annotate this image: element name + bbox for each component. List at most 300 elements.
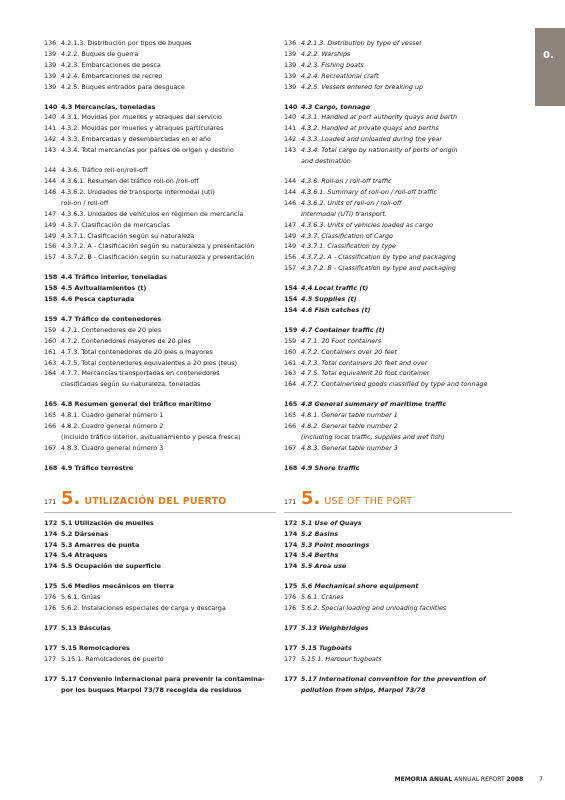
toc-page-number: 142 xyxy=(284,135,297,144)
toc-page-number: 149 xyxy=(284,242,297,251)
toc-page-number: 146 xyxy=(284,198,297,207)
toc-entry xyxy=(284,643,512,654)
toc-entry xyxy=(284,336,512,347)
toc-page-number: 156 xyxy=(44,242,57,251)
toc-entry xyxy=(284,252,512,263)
toc-page-number: 136 xyxy=(284,39,297,47)
toc-page-number: 149 xyxy=(284,231,297,240)
toc-entry xyxy=(284,347,512,358)
toc-page-number: 144 xyxy=(284,176,297,185)
toc-page-number: 164 xyxy=(284,380,297,389)
toc-entry-title: roll-on / roll-off xyxy=(61,198,109,207)
toc-entry xyxy=(284,540,512,551)
toc-entry-title: 4.2.4. Recreational craft xyxy=(301,71,379,80)
toc-entry-title: 4.5 Supplies (t) xyxy=(301,295,357,304)
toc-entry-title: por los buques Marpol 73/78 recogida de residuos xyxy=(61,685,242,694)
section-title: UTILIZACIÓN DEL PUERTO xyxy=(84,495,227,507)
toc-entry-title: 5.2 Basins xyxy=(301,529,339,538)
toc-page-number: 160 xyxy=(284,347,297,356)
toc-page-number: 174 xyxy=(284,529,298,538)
toc-page-number: 176 xyxy=(44,604,57,613)
toc-page-number: 140 xyxy=(284,102,298,111)
toc-entry-title: 4.8.1. General table number 1 xyxy=(301,411,398,420)
toc-entry-title: 4.2.1.3. Distribución por tipos de buques xyxy=(61,39,192,47)
toc-entry xyxy=(284,187,512,198)
group-spacer xyxy=(284,665,512,674)
toc-page-number: 174 xyxy=(44,540,58,549)
toc-entry xyxy=(284,325,512,336)
toc-entry-title: 5.15.1. Remolcadores de puerto xyxy=(61,654,164,663)
toc-page-number: 164 xyxy=(44,369,57,378)
toc-entry-title: 5.5 Area use xyxy=(301,562,347,571)
group-spacer xyxy=(284,93,512,102)
toc-page-number: 177 xyxy=(44,643,58,652)
toc-entry-title: Intermodal (UTI) transport. xyxy=(301,209,387,218)
toc-entry-title: 4.3.4. Total mercancías por países de origen y destino xyxy=(61,146,234,155)
toc-entry-title: 4.8.3. Cuadro general número 3 xyxy=(61,443,164,452)
toc-entry-title: 4.2.5. Vessels entered for breaking up xyxy=(301,82,424,91)
toc-entry-title: 4.7.2. Containers over 20 feet xyxy=(301,347,397,356)
toc-entry xyxy=(44,561,276,572)
toc-entry-title: pollution from ships, Marpol 73/78 xyxy=(301,685,426,694)
toc-entry-title: 5.4 Atraques xyxy=(61,551,108,560)
group-spacer xyxy=(44,305,276,314)
toc-entry-title: 4.7.1. 20 Foot containers xyxy=(301,336,382,345)
toc-entry-title: 4.7.1. Contenedores de 20 pies xyxy=(61,325,162,334)
toc-entry-title: 4.8.1. Cuadro general número 1 xyxy=(61,411,164,420)
section-heading xyxy=(44,488,276,509)
toc-entry-title: 4.3.7.2. B - Clasificación según su naturaleza y presentación xyxy=(61,253,255,262)
toc-page-number: 139 xyxy=(44,49,57,58)
toc-entry-title: 5.3 Point moorings xyxy=(301,540,370,549)
toc-entry xyxy=(44,432,276,443)
group-spacer xyxy=(284,572,512,581)
toc-entry xyxy=(44,379,276,390)
toc-page-number: 177 xyxy=(44,674,58,683)
toc-entry xyxy=(44,358,276,369)
toc-entry xyxy=(44,165,276,176)
toc-entry xyxy=(284,518,512,529)
toc-entry xyxy=(284,305,512,316)
toc-page-number: 176 xyxy=(284,604,297,613)
toc-entry xyxy=(284,176,512,187)
toc-page-number: 174 xyxy=(284,562,298,571)
toc-entry xyxy=(44,198,276,209)
toc-entry-title: 4.3.7.1. Clasificación según su naturaleza xyxy=(61,231,195,240)
toc-entry-title: 4.3.3. Loaded and unloaded during the year xyxy=(301,135,443,144)
toc-entry-title: 4.2.5. Buques entrados para desguace xyxy=(61,82,185,91)
toc-entry xyxy=(284,368,512,379)
toc-entry-title: 4.7 Container traffic (t) xyxy=(301,325,385,334)
toc-entry-title: 4.7.5. Total contenedores equivalentes a 20 pies (teus) xyxy=(61,358,238,367)
toc-page-number: 141 xyxy=(284,124,297,133)
toc-page-number: 139 xyxy=(284,71,297,80)
section-page-number: 171 xyxy=(44,497,57,506)
toc-entry xyxy=(284,241,512,252)
toc-entry xyxy=(44,49,276,60)
toc-entry-title: 5.17 International convention for the prevention of xyxy=(301,674,486,683)
toc-entry-title: 5.4 Berths xyxy=(301,551,339,560)
toc-entry-title: 4.3.1. Handled at port authority quays and berth xyxy=(301,113,458,122)
toc-page-number: 158 xyxy=(44,284,58,293)
toc-entry xyxy=(44,410,276,421)
toc-page-number: 163 xyxy=(284,369,297,378)
toc-entry xyxy=(284,134,512,145)
toc-entry xyxy=(284,71,512,82)
toc-page-number: 154 xyxy=(284,284,298,293)
toc-entry-title: (including local traffic, supplies and wet fish) xyxy=(301,433,445,441)
toc-entry xyxy=(44,623,276,634)
toc-entry xyxy=(44,347,276,358)
toc-page-number: 172 xyxy=(44,518,58,527)
toc-entry xyxy=(284,198,512,209)
toc-entry-title: 4.3.7. Classification of Cargo xyxy=(301,231,393,240)
toc-entry-title: 4.3.3. Embarcadas y desembarcadas en el año xyxy=(61,135,211,144)
toc-entry-title: 4.6 Pesca capturada xyxy=(61,295,135,304)
toc-entry-title: 4.2.4. Embarcaciones de recreo xyxy=(61,71,163,80)
toc-entry-title: 5.1 Use of Quays xyxy=(301,518,362,527)
toc-entry xyxy=(44,674,276,685)
toc-entry xyxy=(44,145,276,156)
toc-entry-title: 4.3.7.1. Classification by type xyxy=(301,242,396,251)
section-spacer xyxy=(44,474,276,486)
toc-page-number: 147 xyxy=(284,220,297,229)
toc-page-number: 165 xyxy=(44,411,57,420)
toc-entry xyxy=(284,358,512,369)
toc-entry xyxy=(284,38,512,49)
toc-entry-title: 5.2 Dársenas xyxy=(61,529,109,538)
toc-entry-title: 5.15.1. Harbour tugboats xyxy=(301,654,382,663)
toc-entry xyxy=(284,156,512,167)
toc-page-number: 177 xyxy=(284,654,297,663)
toc-entry xyxy=(284,231,512,242)
toc-entry xyxy=(284,592,512,603)
group-spacer xyxy=(44,634,276,643)
toc-entry-title: 4.2.3. Fishing boats xyxy=(301,60,364,69)
toc-entry-title: 4.7.7. Containerised goods classified by type and tonnage xyxy=(301,380,488,389)
group-spacer xyxy=(284,634,512,643)
toc-page-number: 161 xyxy=(284,358,297,367)
toc-entry xyxy=(284,432,512,443)
footer-page-number: 7 xyxy=(539,776,543,783)
toc-entry-title: (incluido tráfico interior, avituallamiento y pesca fresca) xyxy=(61,433,241,441)
toc-entry-title: 5.6 Medios mecánicos en tierra xyxy=(61,582,174,591)
toc-page-number: 166 xyxy=(44,422,57,431)
toc-entry xyxy=(284,102,512,113)
toc-page-number: 159 xyxy=(284,336,297,345)
toc-page-number: 167 xyxy=(284,443,297,452)
chapter-tab xyxy=(535,28,565,106)
toc-entry xyxy=(44,123,276,134)
toc-page-number: 163 xyxy=(44,358,57,367)
section-spacer xyxy=(284,474,512,486)
toc-entry-title: 4.3.2. Handled at private quays and berths xyxy=(301,124,439,133)
toc-entry xyxy=(44,82,276,93)
group-spacer xyxy=(44,614,276,623)
toc-entry-title: 4.8 Resumen general del tráfico marítimo xyxy=(61,400,212,409)
toc-page-number: 174 xyxy=(284,540,298,549)
toc-entry xyxy=(44,325,276,336)
toc-entry-title: 4.3.6.2. Units of roll-on / roll-off xyxy=(301,198,402,207)
toc-entry xyxy=(44,592,276,603)
group-spacer xyxy=(284,316,512,325)
toc-entry-title: 5.1 Utilización de muelles xyxy=(61,518,154,527)
toc-entry-title: 5.6.1. Grúas xyxy=(61,593,101,602)
toc-entry xyxy=(284,283,512,294)
toc-entry xyxy=(284,421,512,432)
toc-entry-title: 4.3.2. Movidas por muelles y atraques particulares xyxy=(61,124,224,133)
toc-entry xyxy=(284,685,512,696)
toc-entry xyxy=(284,399,512,410)
toc-page-number: 165 xyxy=(284,400,298,409)
toc-page-number: 143 xyxy=(44,146,57,155)
section-divider xyxy=(44,512,276,513)
toc-entry xyxy=(44,529,276,540)
toc-entry xyxy=(44,336,276,347)
toc-page-number: 174 xyxy=(44,529,58,538)
toc-entry xyxy=(284,463,512,474)
toc-entry xyxy=(44,463,276,474)
toc-page-number: 149 xyxy=(44,220,57,229)
toc-page-number: 142 xyxy=(44,135,57,144)
toc-page-number: 140 xyxy=(44,113,57,122)
toc-entry xyxy=(44,540,276,551)
toc-page-number: 139 xyxy=(44,82,57,91)
toc-page-number: 156 xyxy=(284,253,297,262)
toc-entry xyxy=(44,368,276,379)
toc-entry xyxy=(284,209,512,220)
toc-entry-title: 4.3.7. Clasificación de mercancías xyxy=(61,220,170,229)
toc-page-number: 139 xyxy=(284,60,297,69)
group-spacer xyxy=(284,167,512,176)
toc-page-number: 174 xyxy=(44,562,58,571)
toc-page-number: 161 xyxy=(44,347,57,356)
toc-page-number: 149 xyxy=(44,231,57,240)
toc-entry xyxy=(44,112,276,123)
toc-entry xyxy=(44,272,276,283)
toc-page-number: 158 xyxy=(44,295,58,304)
toc-entry xyxy=(284,123,512,134)
toc-entry xyxy=(44,443,276,454)
toc-entry-title: 4.2.3. Embarcaciones de pesca xyxy=(61,60,161,69)
toc-page-number: 159 xyxy=(44,325,57,334)
toc-entry xyxy=(44,231,276,242)
toc-entry xyxy=(284,550,512,561)
toc-entry xyxy=(284,654,512,665)
toc-page-number: 160 xyxy=(44,336,57,345)
toc-page-number: 139 xyxy=(284,82,297,91)
toc-entry-title: 4.7.7. Mercancías transportadas en contenedores xyxy=(61,369,220,378)
group-spacer xyxy=(44,156,276,165)
toc-entry-title: and destination xyxy=(301,157,351,166)
toc-entry xyxy=(284,529,512,540)
toc-entry-title: 4.4 Tráfico interior, toneladas xyxy=(61,273,168,282)
toc-entry xyxy=(284,379,512,390)
group-spacer xyxy=(284,274,512,283)
toc-page-number: 159 xyxy=(284,325,298,334)
toc-page-number: 139 xyxy=(284,49,297,58)
toc-entry-title: 4.4 Local traffic (t) xyxy=(301,284,369,293)
footer-label: ANNUAL REPORT xyxy=(454,776,505,783)
toc-entry-title: 4.3.6.3. Units of vehicles loaded as cargo xyxy=(301,220,434,229)
section-title: USE OF THE PORT xyxy=(324,495,413,507)
toc-page-number: 147 xyxy=(44,209,57,218)
toc-page-number: 177 xyxy=(44,623,58,632)
toc-entry xyxy=(44,581,276,592)
toc-entry-title: 5.13 Básculas xyxy=(61,623,111,632)
toc-entry-title: 4.7.2. Contenedores mayores de 20 pies xyxy=(61,336,191,345)
toc-entry xyxy=(284,443,512,454)
toc-entry xyxy=(44,685,276,696)
toc-entry xyxy=(44,643,276,654)
toc-entry-title: 4.3.7.2. A - Classification by type and packaging xyxy=(301,253,456,262)
toc-page-number: 158 xyxy=(44,273,58,282)
toc-entry-title: clasificadas según su naturaleza, toneladas xyxy=(61,380,201,389)
toc-page-number: 167 xyxy=(44,443,57,452)
toc-entry-title: 4.7.5. Total equivalent 20 foot container xyxy=(301,369,430,378)
toc-entry-title: 4.7.3. Total contenedores de 20 pies o mayores xyxy=(61,347,213,356)
toc-entry xyxy=(284,581,512,592)
toc-entry xyxy=(284,410,512,421)
toc-entry xyxy=(284,674,512,685)
toc-entry-title: 4.8.3. General table number 3 xyxy=(301,443,398,452)
toc-entry xyxy=(44,654,276,665)
toc-column-spanish xyxy=(44,38,276,696)
toc-entry xyxy=(44,102,276,113)
toc-page-number: 177 xyxy=(284,643,298,652)
toc-entry xyxy=(284,49,512,60)
toc-page-number: 154 xyxy=(284,295,298,304)
toc-entry xyxy=(44,176,276,187)
toc-entry xyxy=(284,82,512,93)
toc-page-number: 172 xyxy=(284,518,298,527)
toc-entry-title: 4.7 Tráfico de contenedores xyxy=(61,314,162,323)
footer-label-bold: MEMORIA ANUAL xyxy=(394,776,453,783)
toc-page-number: 177 xyxy=(44,654,57,663)
toc-entry-title: 4.3.6.3. Unidades de vehículos en régimen de mercancía xyxy=(61,209,244,218)
toc-entry xyxy=(284,263,512,274)
toc-entry xyxy=(44,220,276,231)
toc-page-number: 154 xyxy=(284,305,298,314)
toc-page-number: 143 xyxy=(284,146,297,155)
toc-entry-title: 4.3.7.2. A - Clasificación según su naturaleza y presentación xyxy=(61,242,255,251)
toc-entry xyxy=(44,550,276,561)
toc-entry-title: 4.7.3. Total containers 20 feet and over xyxy=(301,358,428,367)
toc-column-english xyxy=(284,38,512,696)
toc-page-number: 168 xyxy=(44,463,58,472)
toc-entry-title: 4.2.1.3. Distribution by type of vessel xyxy=(301,39,422,47)
toc-entry-title: 5.13 Weighbridges xyxy=(301,623,369,632)
toc-entry xyxy=(44,421,276,432)
toc-page-number: 139 xyxy=(44,71,57,80)
toc-entry-title: 5.6 Mechanical shore equipment xyxy=(301,582,419,591)
toc-entry xyxy=(44,314,276,325)
toc-page-number: 140 xyxy=(284,113,297,122)
toc-entry-title: 4.3.6.1. Resumen del tráfico roll-on /roll-off xyxy=(61,176,199,185)
toc-entry xyxy=(284,623,512,634)
toc-page-number: 175 xyxy=(284,582,298,591)
toc-entry xyxy=(284,220,512,231)
toc-page-number: 166 xyxy=(284,422,297,431)
toc-entry-title: 4.3.6. Roll-on / roll-off traffic xyxy=(301,176,392,185)
toc-entry-title: 4.6 Fish catches (t) xyxy=(301,305,371,314)
toc-page-number: 174 xyxy=(284,551,298,560)
toc-entry-title: 4.3.1. Movidas por muelles y atraques del servicio xyxy=(61,113,222,122)
section-heading xyxy=(284,488,512,509)
toc-page-number: 157 xyxy=(44,253,57,262)
toc-entry-title: 4.3 Mercancías, toneladas xyxy=(61,102,156,111)
toc-entry xyxy=(284,603,512,614)
toc-entry xyxy=(44,294,276,305)
toc-page-number: 165 xyxy=(44,400,58,409)
group-spacer xyxy=(284,390,512,399)
toc-entry xyxy=(284,294,512,305)
section-page-number: 171 xyxy=(284,497,297,506)
toc-entry xyxy=(284,145,512,156)
toc-page-number: 168 xyxy=(284,463,298,472)
section-number: 5. xyxy=(61,487,81,509)
toc-entry-title: 4.5 Avituallamientos (t) xyxy=(61,284,147,293)
toc-entry-title: 4.2.2. Buques de guerra xyxy=(61,49,139,58)
toc-entry-title: 4.3 Cargo, tonnage xyxy=(301,102,371,111)
chapter-tab-label: 0. xyxy=(543,50,554,61)
toc-entry xyxy=(44,38,276,49)
toc-entry-title: 4.3.6. Tráfico roll-on/roll-off xyxy=(61,166,148,175)
toc-entry xyxy=(44,518,276,529)
toc-entry-title: 5.5 Ocupación de superficie xyxy=(61,562,161,571)
toc-page-number: 140 xyxy=(44,102,58,111)
toc-entry-title: 5.17 Convenio internacional para prevenir la contamina- xyxy=(61,674,265,683)
toc-entry-title: 5.15 Remolcadores xyxy=(61,643,130,652)
toc-entry xyxy=(44,71,276,82)
toc-entry-title: 5.6.2. Instalaciones especiales de carga y descarga xyxy=(61,604,226,613)
group-spacer xyxy=(284,454,512,463)
toc-page-number: 159 xyxy=(44,314,58,323)
toc-page-number: 165 xyxy=(284,411,297,420)
toc-page-number: 139 xyxy=(44,60,57,69)
toc-entry-title: 5.6.2. Special loading and unloading facilities xyxy=(301,604,447,613)
group-spacer xyxy=(44,263,276,272)
toc-page-number: 177 xyxy=(284,623,298,632)
group-spacer xyxy=(44,665,276,674)
toc-entry-title: 5.6.1. Cranes xyxy=(301,593,344,602)
toc-page-number: 176 xyxy=(284,593,297,602)
group-spacer xyxy=(44,454,276,463)
toc-page-number: 174 xyxy=(44,551,58,560)
group-spacer xyxy=(44,93,276,102)
toc-entry xyxy=(44,187,276,198)
toc-page-number: 144 xyxy=(44,176,57,185)
toc-page-number: 177 xyxy=(284,674,298,683)
page-footer xyxy=(395,776,543,783)
toc-entry xyxy=(284,561,512,572)
toc-entry xyxy=(44,241,276,252)
toc-entry-title: 4.3.6.2. Unidades de transporte intermodal (uti) xyxy=(61,187,215,196)
toc-page-number: 146 xyxy=(44,187,57,196)
toc-entry-title: 4.8.2. General table number 2 xyxy=(301,422,398,431)
toc-entry-title: 4.9 Shore traffic xyxy=(301,463,360,472)
toc-entry xyxy=(44,283,276,294)
toc-page-number: 157 xyxy=(284,264,297,273)
toc-entry-title: 4.3.7.2. B - Classification by type and packaging xyxy=(301,264,456,273)
toc-entry xyxy=(44,603,276,614)
toc-page-number: 175 xyxy=(44,582,58,591)
toc-entry xyxy=(44,399,276,410)
toc-entry xyxy=(284,60,512,71)
group-spacer xyxy=(284,614,512,623)
toc-entry xyxy=(44,209,276,220)
group-spacer xyxy=(44,572,276,581)
